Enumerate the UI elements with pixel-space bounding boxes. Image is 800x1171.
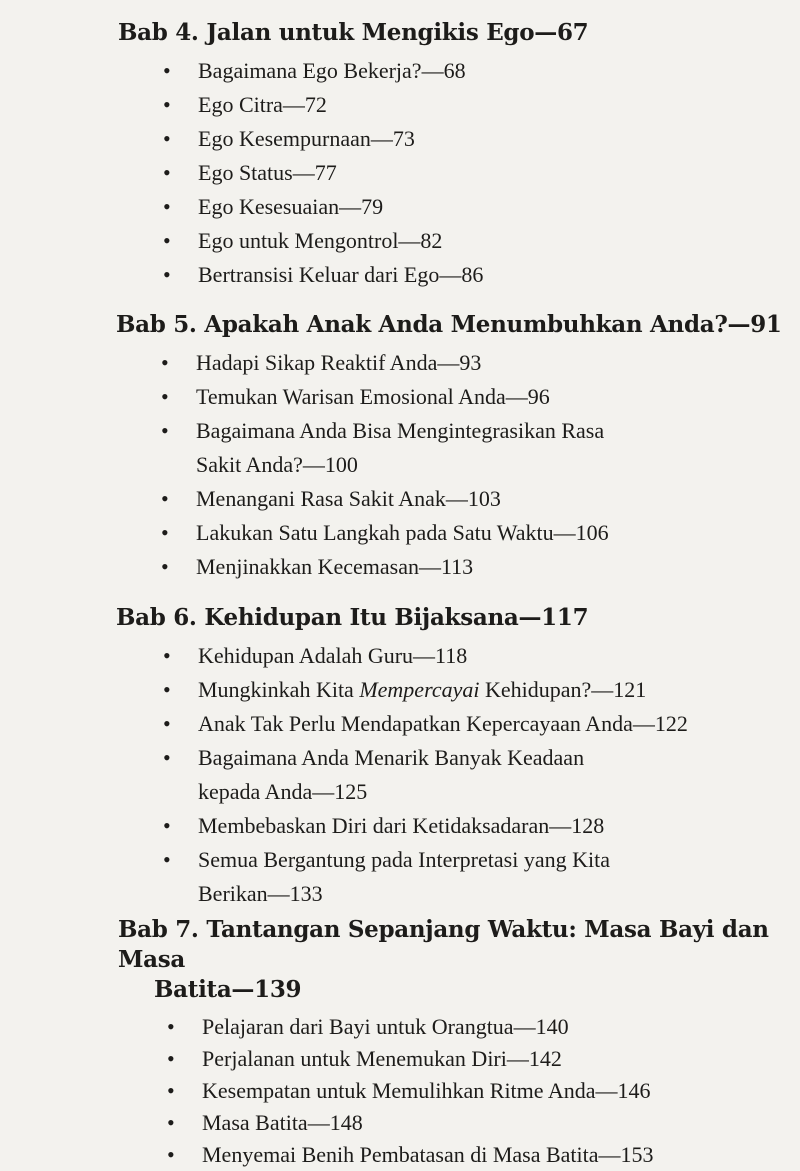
list-item: • Ego Kesesuaian—79: [0, 190, 800, 224]
bullet-icon: •: [167, 1046, 175, 1071]
chapter-4: [0, 18, 800, 292]
bullet-icon: •: [163, 160, 171, 185]
chapter-item-list: [0, 346, 800, 584]
list-item: • Bagaimana Anda Menarik Banyak Keadaan kepada Anda—125: [0, 741, 800, 809]
chapter-item-list: [0, 54, 800, 292]
bullet-icon: •: [161, 384, 169, 409]
emphasized-word: Mempercayai: [359, 677, 480, 702]
list-item: • Ego Status—77: [0, 156, 800, 190]
list-item: • Ego Kesempurnaan—73: [0, 122, 800, 156]
chapter-title: Bab 7. Tantangan Sepanjang Waktu: Masa Bayi dan Masa Batita—139: [118, 916, 769, 1003]
chapter-7: [0, 915, 800, 1171]
bullet-icon: •: [163, 228, 171, 253]
bullet-icon: •: [167, 1078, 175, 1103]
bullet-icon: •: [161, 418, 169, 443]
list-item: • Bagaimana Anda Bisa Mengintegrasikan Rasa Sakit Anda?—100: [0, 414, 800, 482]
bullet-icon: •: [167, 1142, 175, 1167]
bullet-icon: •: [161, 350, 169, 375]
chapter-title: Bab 4. Jalan untuk Mengikis Ego—67: [118, 19, 589, 46]
list-item: • Ego Citra—72: [0, 88, 800, 122]
list-item: • Menyemai Benih Pembatasan di Masa Batita—153: [0, 1139, 800, 1171]
list-item: • Masa Batita—148: [0, 1107, 800, 1139]
list-item: • Kehidupan Adalah Guru—118: [0, 639, 800, 673]
list-item: • Kesempatan untuk Memulihkan Ritme Anda—146: [0, 1075, 800, 1107]
bullet-icon: •: [163, 92, 171, 117]
bullet-icon: •: [161, 520, 169, 545]
list-item: • Ego untuk Mengontrol—82: [0, 224, 800, 258]
bullet-icon: •: [163, 643, 171, 668]
list-item: • Temukan Warisan Emosional Anda—96: [0, 380, 800, 414]
bullet-icon: •: [161, 554, 169, 579]
list-item: • Mungkinkah Kita Mempercayai Kehidupan?—121: [0, 673, 800, 707]
chapter-5: [0, 310, 800, 584]
bullet-icon: •: [167, 1110, 175, 1135]
chapter-item-list: [0, 639, 800, 911]
list-item: • Pelajaran dari Bayi untuk Orangtua—140: [0, 1011, 800, 1043]
list-item: • Membebaskan Diri dari Ketidaksadaran—128: [0, 809, 800, 843]
bullet-icon: •: [163, 813, 171, 838]
list-item: • Menangani Rasa Sakit Anak—103: [0, 482, 800, 516]
list-item: • Lakukan Satu Langkah pada Satu Waktu—106: [0, 516, 800, 550]
bullet-icon: •: [161, 486, 169, 511]
chapter-item-list: [0, 1011, 800, 1171]
bullet-icon: •: [163, 262, 171, 287]
chapter-title: Bab 6. Kehidupan Itu Bijaksana—117: [116, 604, 589, 631]
list-item: • Semua Bergantung pada Interpretasi yang Kita Berikan—133: [0, 843, 800, 911]
list-item: • Perjalanan untuk Menemukan Diri—142: [0, 1043, 800, 1075]
list-item: • Bertransisi Keluar dari Ego—86: [0, 258, 800, 292]
chapter-title: Bab 5. Apakah Anak Anda Menumbuhkan Anda?—91: [116, 311, 782, 338]
bullet-icon: •: [163, 711, 171, 736]
chapter-6: [0, 603, 800, 911]
list-item: • Hadapi Sikap Reaktif Anda—93: [0, 346, 800, 380]
list-item: • Menjinakkan Kecemasan—113: [0, 550, 800, 584]
bullet-icon: •: [163, 847, 171, 872]
bullet-icon: •: [163, 126, 171, 151]
list-item: • Bagaimana Ego Bekerja?—68: [0, 54, 800, 88]
bullet-icon: •: [163, 58, 171, 83]
bullet-icon: •: [163, 194, 171, 219]
bullet-icon: •: [163, 745, 171, 770]
bullet-icon: •: [167, 1014, 175, 1039]
list-item: • Anak Tak Perlu Mendapatkan Kepercayaan Anda—122: [0, 707, 800, 741]
bullet-icon: •: [163, 677, 171, 702]
